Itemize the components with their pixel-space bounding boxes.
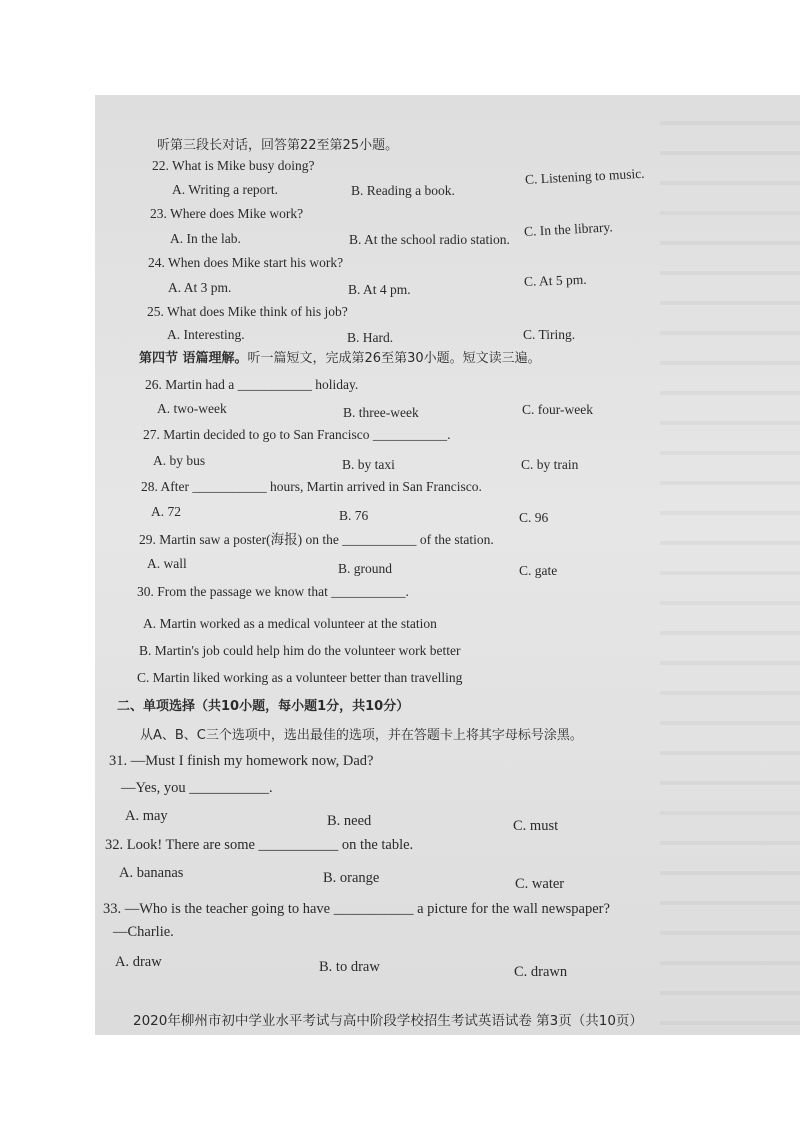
q23-option-c: C. In the library. [523, 219, 613, 239]
q25-option-c: C. Tiring. [523, 327, 576, 342]
q32-option-b: B. orange [323, 870, 380, 886]
q29-stem: 29. Martin saw a poster(海报) on the ___________ of the station. [139, 532, 494, 547]
q31-answer-line: —Yes, you ___________. [121, 780, 273, 796]
page-footer: 2020年柳州市初中学业水平考试与高中阶段学校招生考试英语试卷 第3页（共10页） [133, 1013, 643, 1029]
q28-option-a: A. 72 [151, 504, 181, 519]
q23-option-b: B. At the school radio station. [349, 232, 510, 247]
q23-stem: 23. Where does Mike work? [150, 206, 304, 221]
q28-option-b: B. 76 [339, 508, 369, 523]
q26-stem: 26. Martin had a ___________ holiday. [145, 377, 359, 392]
q29-option-c: C. gate [519, 563, 558, 578]
q26-option-b: B. three-week [343, 405, 419, 420]
q24-option-b: B. At 4 pm. [348, 282, 411, 297]
q32-option-c: C. water [515, 876, 565, 892]
q24-stem: 24. When does Mike start his work? [148, 255, 344, 270]
part2-title: 二、单项选择（共10小题，每小题1分，共10分） [117, 699, 410, 714]
bleed-through-text [660, 95, 800, 1035]
q22-stem: 22. What is Mike busy doing? [152, 158, 315, 173]
section4-heading [139, 352, 541, 365]
q26-option-a: A. two-week [157, 401, 227, 416]
section3-instruction: 听第三段长对话，回答第22至第25小题。 [157, 138, 399, 153]
q31-option-b: B. need [327, 813, 372, 829]
q25-option-a: A. Interesting. [167, 327, 245, 342]
q32-stem: 32. Look! There are some ___________ on the table. [105, 837, 414, 853]
exam-page [95, 95, 800, 1035]
q33-option-a: A. draw [115, 954, 162, 970]
q33-option-b: B. to draw [319, 959, 380, 975]
q23-option-a: A. In the lab. [170, 231, 241, 246]
q31-stem: 31. —Must I finish my homework now, Dad? [109, 753, 374, 769]
q27-option-b: B. by taxi [342, 457, 395, 472]
q25-stem: 25. What does Mike think of his job? [147, 304, 348, 319]
q27-option-a: A. by bus [153, 453, 206, 468]
q30-option-b: B. Martin's job could help him do the volunteer work better [139, 643, 461, 658]
q22-option-a: A. Writing a report. [172, 182, 279, 197]
q26-option-c: C. four-week [522, 402, 593, 417]
q25-option-b: B. Hard. [347, 330, 394, 345]
q27-stem: 27. Martin decided to go to San Francisco ___________. [143, 427, 451, 442]
q29-option-a: A. wall [147, 556, 187, 571]
q22-option-c: C. Listening to music. [524, 165, 645, 187]
q31-option-c: C. must [513, 818, 559, 834]
q30-option-a: A. Martin worked as a medical volunteer at the station [143, 616, 437, 631]
q30-stem: 30. From the passage we know that ___________. [137, 584, 409, 599]
q28-stem: 28. After ___________ hours, Martin arrived in San Francisco. [141, 479, 482, 494]
q33-option-c: C. drawn [514, 964, 568, 980]
q31-option-a: A. may [125, 808, 168, 824]
q27-option-c: C. by train [521, 457, 579, 472]
q29-option-b: B. ground [338, 561, 392, 576]
q24-option-c: C. At 5 pm. [523, 271, 587, 289]
q28-option-c: C. 96 [519, 510, 549, 525]
q33-stem: 33. —Who is the teacher going to have ___________ a picture for the wall newspaper? [103, 901, 610, 917]
q22-option-b: B. Reading a book. [351, 183, 455, 198]
q30-option-c: C. Martin liked working as a volunteer better than travelling [137, 670, 463, 685]
q24-option-a: A. At 3 pm. [168, 280, 232, 295]
section4-title: 第四节 语篇理解。 [139, 351, 248, 366]
part2-instruction: 从A、B、C三个选项中，选出最佳的选项，并在答题卡上将其字母标号涂黑。 [140, 728, 583, 743]
q32-option-a: A. bananas [119, 865, 184, 881]
section4-instruction: 听一篇短文，完成第26至第30小题。短文读三遍。 [247, 351, 541, 366]
q33-answer-line: —Charlie. [113, 924, 174, 940]
